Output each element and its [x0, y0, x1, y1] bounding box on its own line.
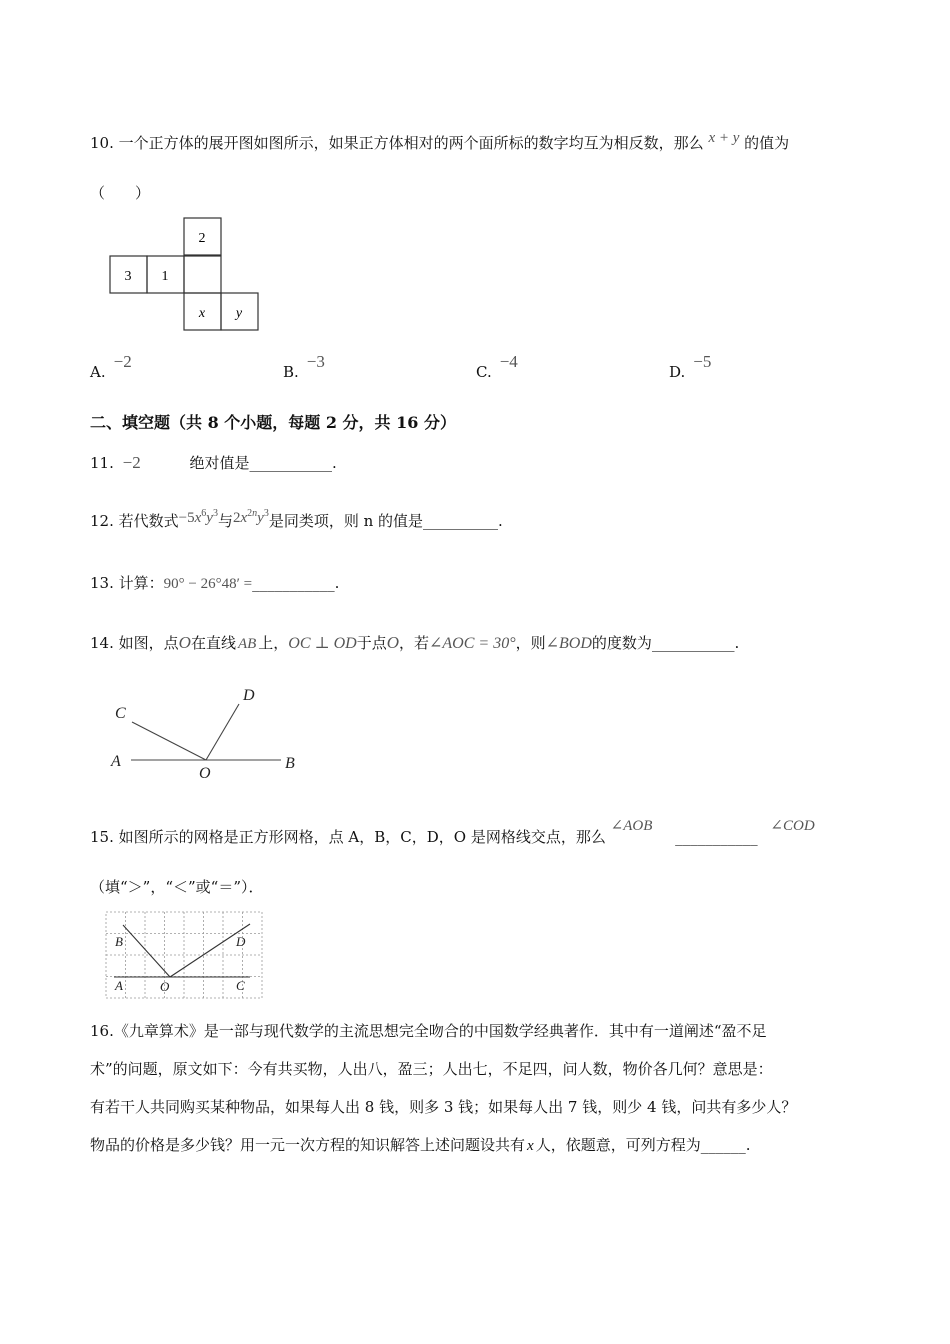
q12-end: .: [498, 512, 503, 530]
option-d[interactable]: [669, 352, 712, 382]
q16-line1: 16.《九章算术》是一部与现代数学的主流思想完全吻合的中国数学经典著作．其中有一道阐述“盈不足: [90, 1022, 767, 1040]
q14-t7: 的度数为: [591, 634, 652, 652]
q12-post: 是同类项，则 n 的值是: [268, 512, 424, 530]
q12-blank[interactable]: __________: [423, 512, 499, 530]
fig14-label-o: O: [199, 765, 211, 782]
q15-line2: （填“＞”，“＜”或“＝”）．: [90, 878, 264, 896]
fig14-label-a: A: [111, 753, 121, 770]
option-d-value: −5: [693, 352, 712, 371]
q14-perp: OC ⊥ OD: [288, 635, 357, 652]
q15-blank[interactable]: ___________: [675, 828, 758, 846]
q14-line-ab: AB: [237, 636, 257, 652]
q14-line: [90, 632, 739, 653]
q12-line: [90, 510, 503, 531]
fig14-label-d: D: [243, 687, 255, 704]
q13-expr: 90° − 26°48′ =: [163, 576, 253, 592]
ray-od: [170, 924, 250, 977]
q11-number: 11.: [90, 454, 114, 472]
q12-and: 与: [217, 512, 233, 530]
section-heading: 二、填空题（共 8 个小题，每题 2 分，共 16 分）: [90, 413, 456, 432]
fig15-label-a: A: [115, 978, 123, 993]
q16-var: x: [527, 1138, 534, 1154]
q15-number: 15.: [90, 828, 114, 846]
q11-end: .: [332, 454, 337, 472]
q15-aob: ∠AOB: [610, 818, 653, 834]
option-c[interactable]: [476, 352, 518, 382]
q10-paren: （ ）: [90, 184, 151, 202]
option-b-value: −3: [306, 352, 325, 371]
q14-angle: ∠AOC = 30°: [429, 635, 516, 652]
net-label-left: 3: [124, 269, 132, 284]
q12-expr1: $-5x^6y^3$: [178, 508, 218, 526]
fig15-label-c: C: [236, 978, 245, 993]
q12-pre: 若代数式: [118, 512, 179, 530]
q14-t1: 如图，点: [118, 634, 179, 652]
q14-t4: 于点: [356, 634, 387, 652]
option-c-label: C.: [476, 363, 492, 381]
fig15-label-b: B: [115, 934, 123, 949]
q13-pre: 计算：: [118, 574, 164, 592]
q14-point-o2: O: [386, 633, 399, 652]
option-b[interactable]: [283, 352, 325, 382]
q13-number: 13.: [90, 574, 114, 592]
q16-blank[interactable]: ______: [700, 1136, 746, 1154]
q15-text: 如图所示的网格是正方形网格，点 A，B，C，D，O 是网格线交点，那么: [118, 828, 606, 846]
net-label-y: y: [235, 306, 243, 321]
option-d-label: D.: [669, 363, 686, 381]
q16-line4a: 物品的价格是多少钱？用一元一次方程的知识解答上述问题设共有: [90, 1136, 526, 1154]
q13-line: [90, 572, 339, 593]
q10-tail: 的值为: [744, 134, 790, 152]
q14-t6: ，则: [515, 634, 546, 652]
q14-end: .: [734, 634, 740, 652]
q16-line2: 术”的问题，原文如下：今有共买物，人出八，盈三；人出七，不足四，问人数，物价各几何？意思是：: [90, 1060, 773, 1078]
q15-line: [90, 818, 815, 847]
option-a[interactable]: [90, 352, 132, 382]
net-label-mid: 1: [161, 269, 169, 284]
q14-bod: ∠BOD: [545, 635, 592, 652]
q10-line: [90, 132, 789, 153]
option-a-value: −2: [113, 352, 132, 371]
option-a-label: A.: [90, 363, 106, 381]
ray-oc: [132, 722, 206, 760]
fig15-label-o: O: [160, 979, 170, 994]
q11-expr: −2: [122, 453, 141, 472]
q16-end: .: [745, 1136, 751, 1154]
cube-net-figure: [108, 216, 260, 332]
q14-t3: 上，: [258, 634, 289, 652]
ray-ob: [123, 925, 170, 977]
option-b-label: B.: [283, 363, 299, 381]
q16-line4: [90, 1134, 750, 1155]
ray-od: [206, 704, 239, 760]
q14-point-o: O: [178, 633, 191, 652]
net-label-top: 2: [198, 231, 206, 246]
q14-t5: ，若: [398, 634, 429, 652]
q14-t2: 在直线: [190, 634, 236, 652]
q14-blank[interactable]: ___________: [651, 634, 735, 652]
q13-end: .: [334, 574, 340, 592]
q14-number: 14.: [90, 634, 114, 652]
q16-line4b: 人，依题意，可列方程为: [535, 1136, 701, 1154]
q10-text: 一个正方体的展开图如图所示，如果正方体相对的两个面所标的数字均互为相反数，那么: [118, 134, 704, 152]
q15-grid-figure: [104, 910, 264, 1002]
q10-number: 10.: [90, 134, 114, 152]
q11-blank[interactable]: ___________: [249, 454, 333, 472]
q11-line: [90, 452, 337, 473]
fig14-label-c: C: [115, 705, 126, 722]
q12-expr2: $2x^{2n}y^3$: [232, 508, 269, 526]
option-c-value: −4: [499, 352, 518, 371]
q15-cod: ∠COD: [770, 818, 815, 834]
fig15-label-d: D: [236, 934, 246, 949]
q16-line3: 有若干人共同购买某种物品，如果每人出 8 钱，则多 3 钱；如果每人出 7 钱，则少 4 钱，问共有多少人？: [90, 1098, 797, 1116]
q13-blank[interactable]: ___________: [252, 574, 335, 592]
fig14-label-b: B: [285, 755, 295, 772]
q11-text: 绝对值是: [189, 454, 250, 472]
net-label-x: x: [198, 306, 206, 321]
q10-expr: x + y: [708, 130, 740, 146]
q14-figure: [105, 680, 310, 785]
q12-number: 12.: [90, 512, 114, 530]
